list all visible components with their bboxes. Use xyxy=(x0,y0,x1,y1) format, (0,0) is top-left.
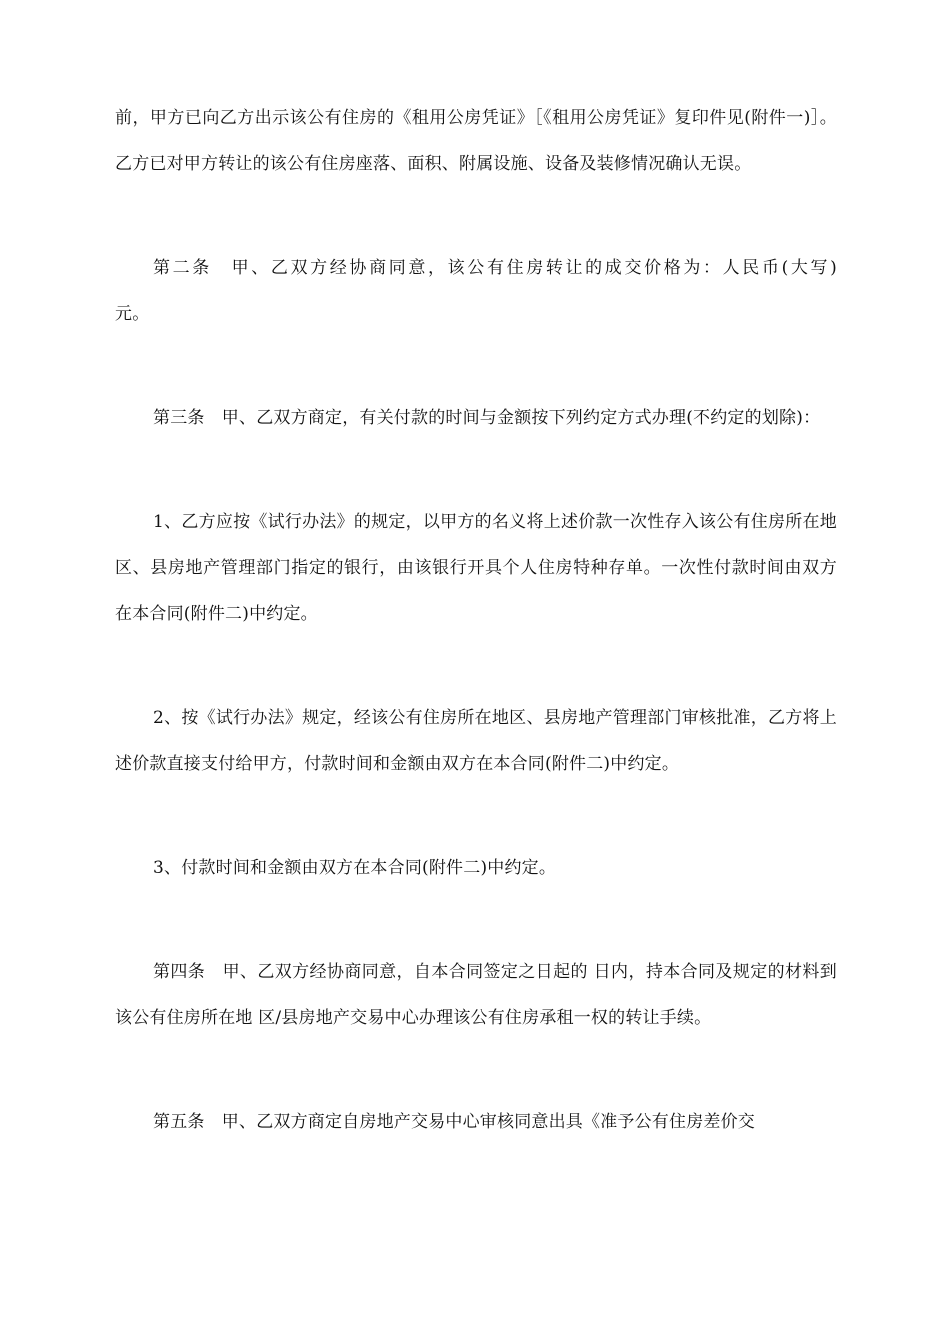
article-2-price: 第二条 甲、乙双方经协商同意，该公有住房转让的成交价格为：人民币(大写) 元。 xyxy=(115,258,923,324)
payment-option-2: 2、按《试行办法》规定，经该公有住房所在地区、县房地产管理部门审核批准，乙方将上述价款直接支付给甲方，付款时间和金额由双方在本合同(附件二)中约定。 xyxy=(115,708,837,774)
article-5-start: 第五条 甲、乙双方商定自房地产交易中心审核同意出具《准予公有住房差价交 xyxy=(153,1112,755,1132)
article-4-transfer: 第四条 甲、乙双方经协商同意，自本合同签定之日起的 日内，持本合同及规定的材料到该公有住房所在地 区/县房地产交易中心办理该公有住房承租一权的转让手续。 xyxy=(115,962,837,1028)
payment-option-3: 3、付款时间和金额由双方在本合同(附件二)中约定。 xyxy=(153,858,557,878)
payment-option-1: 1、乙方应按《试行办法》的规定，以甲方的名义将上述价款一次性存入该公有住房所在地区、县房地产管理部门指定的银行，由该银行开具个人住房特种存单。一次性付款时间由双方在本合同(附件二)中约定。 xyxy=(115,512,837,624)
paragraph-continuation: 前，甲方已向乙方出示该公有住房的《租用公房凭证》［《租用公房凭证》复印件见(附件一)］。乙方已对甲方转让的该公有住房座落、面积、附属设施、设备及装修情况确认无误。 xyxy=(115,108,837,174)
article-3-payment: 第三条 甲、乙双方商定，有关付款的时间与金额按下列约定方式办理(不约定的划除)： xyxy=(153,408,821,428)
contract-page xyxy=(115,95,923,1145)
